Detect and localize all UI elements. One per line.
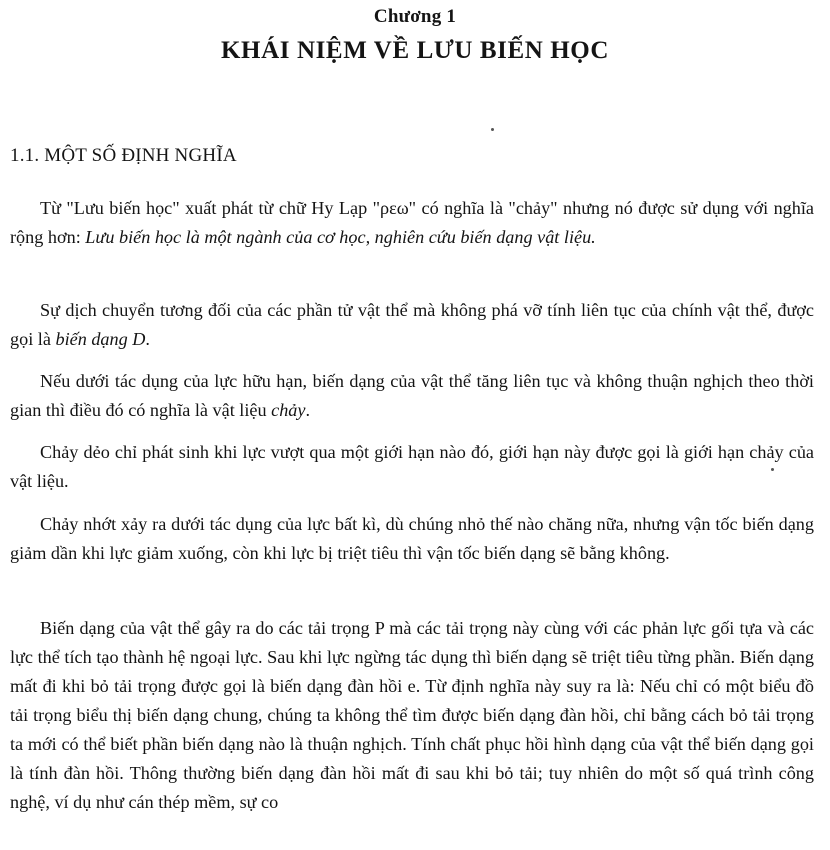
paragraph-elastic-deformation <box>10 614 814 817</box>
section-heading: 1.1. MỘT SỐ ĐỊNH NGHĨA <box>10 145 237 166</box>
paragraph-text: . <box>305 400 311 420</box>
paragraph-flow <box>10 367 814 425</box>
paragraph-plastic-flow <box>10 438 814 496</box>
paragraph-etymology <box>10 194 814 252</box>
paragraph-text: Từ "Lưu biến học" xuất phát từ chữ Hy Lạp "ρεω" có nghĩa là "chảy" nhưng nó được sử dụng với nghĩa rộng hơn: <box>10 198 814 247</box>
paragraph-text: Sự dịch chuyển tương đối của các phần tử vật thể mà không phá vỡ tính liên tục của chính vật thể, được gọi là <box>10 300 814 349</box>
paragraph-text: Chảy dẻo chỉ phát sinh khi lực vượt qua một giới hạn nào đó, giới hạn này được gọi là giới hạn chảy của vật liệu. <box>10 442 814 491</box>
paragraph-text: Nếu dưới tác dụng của lực hữu hạn, biến dạng của vật thể tăng liên tục và không thuận nghịch theo thời gian thì điều đó có nghĩa là vật liệu <box>10 371 814 420</box>
definition-italic: Lưu biến học là một ngành của cơ học, nghiên cứu biến dạng vật liệu. <box>85 227 596 247</box>
chapter-label: Chương 1 <box>373 6 457 27</box>
term-italic: biến dạng D <box>55 329 146 349</box>
chapter-title: KHÁI NIỆM VỀ LƯU BIẾN HỌC <box>221 37 609 64</box>
paragraph-text: Chảy nhớt xảy ra dưới tác dụng của lực bất kì, dù chúng nhỏ thế nào chăng nữa, nhưng vận tốc biến dạng giảm dần khi lực giảm xuống, còn khi lực bị triệt tiêu thì vận tốc biến dạng sẽ bằng không. <box>10 514 814 563</box>
paragraph-viscous-flow <box>10 510 814 568</box>
paragraph-deformation <box>10 296 814 354</box>
paragraph-text: . <box>145 329 150 349</box>
paragraph-text: Biến dạng của vật thể gây ra do các tải trọng P mà các tải trọng này cùng với các phản lực gối tựa và các lực thể tích tạo thành hệ ngoại lực. Sau khi lực ngừng tác dụng thì biến dạng sẽ triệt tiêu từng phần. Biến dạng mất đi khi bỏ tải trọng được gọi là biến dạng đàn hồi e. Từ định nghĩa này suy ra là: Nếu chỉ có một biểu đồ tải trọng biểu thị biến dạng chung, chúng ta không thể tìm được biến dạng đàn hồi, chỉ bằng cách bỏ tải trọng ta mới có thể biết phần biến dạng nào là thuận nghịch. Tính chất phục hồi hình dạng của vật thể biến dạng gọi là tính đàn hồi. Thông thường biến dạng đàn hồi mất đi sau khi bỏ tải; tuy nhiên do một số quá trình công nghệ, ví dụ như cán thép mềm, sự co <box>10 618 814 812</box>
term-italic: chảy <box>271 400 306 420</box>
scan-speck <box>491 128 494 131</box>
